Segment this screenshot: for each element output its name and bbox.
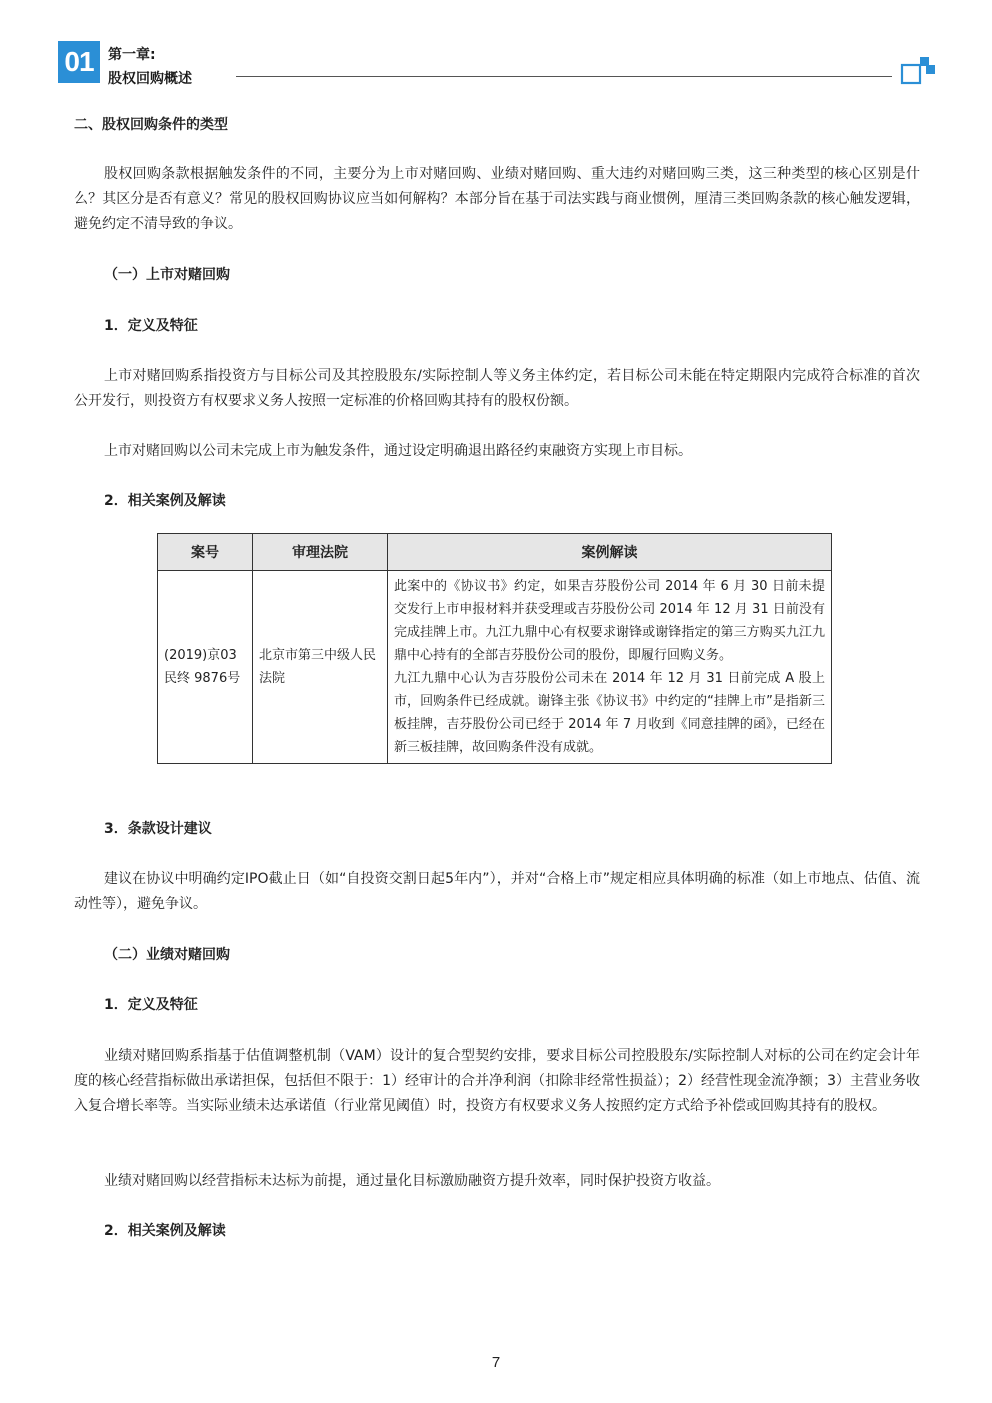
intro-paragraph: 股权回购条款根据触发条件的不同，主要分为上市对赌回购、业绩对赌回购、重大违约对赌回购三类，这三种类型的核心区别是什么？其区分是否有意义？常见的股权回购协议应当如何解构？本部分旨在基于司法实践与商业惯例，厘清三类回购条款的核心触发逻辑，避免约定不清导致的争议。 xyxy=(74,166,920,232)
header-case-number: 案号 xyxy=(158,534,253,571)
case-heading-2: 2．相关案例及解读 xyxy=(104,1223,226,1239)
page-number: 7 xyxy=(491,1354,501,1371)
analysis-cell xyxy=(388,571,832,764)
case-number-cell: (2019)京03民终 9876号 xyxy=(158,571,253,764)
table-row xyxy=(158,571,832,764)
header-rule xyxy=(236,76,892,77)
case-table xyxy=(157,533,832,764)
chapter-number-badge: 01 xyxy=(58,41,100,83)
subsection-heading-ipo: （一）上市对赌回购 xyxy=(104,267,230,283)
subsection-heading-performance: （二）业绩对赌回购 xyxy=(104,947,230,963)
definition-heading: 1．定义及特征 xyxy=(104,318,198,334)
chapter-title: 股权回购概述 xyxy=(108,71,192,87)
analysis-part-2: 九江九鼎中心认为吉芬股份公司未在 2014 年 12 月 31 日前完成 A 股上市，回购条件已经成就。谢锋主张《协议书》中约定的“挂牌上市”是指新三板挂牌，吉芬股份公司已经于 2014 年 7 月收到《同意挂牌的函》，已经在新三板挂牌，故回购条件没有成就。 xyxy=(394,671,825,755)
header-analysis: 案例解读 xyxy=(388,534,832,571)
definition-heading-2: 1．定义及特征 xyxy=(104,997,198,1013)
design-heading: 3．条款设计建议 xyxy=(104,821,212,837)
definition-paragraph-2: 业绩对赌回购系指基于估值调整机制（VAM）设计的复合型契约安排，要求目标公司控股股东/实际控制人对标的公司在约定会计年度的核心经营指标做出承诺担保，包括但不限于：1）经审计的合并净利润（扣除非经常性损益）；2）经营性现金流净额；3）主营业务收入复合增长率等。当实际业绩未达承诺值（行业常见阈值）时，投资方有权要求义务人按照约定方式给予补偿或回购其持有的股权。 xyxy=(74,1048,920,1114)
design-paragraph: 建议在协议中明确约定IPO截止日（如“自投资交割日起5年内”），并对“合格上市”规定相应具体明确的标准（如上市地点、估值、流动性等），避免争议。 xyxy=(74,871,920,912)
header-court: 审理法院 xyxy=(253,534,388,571)
definition-paragraph: 上市对赌回购系指投资方与目标公司及其控股股东/实际控制人等义务主体约定，若目标公司未能在特定期限内完成符合标准的首次公开发行，则投资方有权要求义务人按照一定标准的价格回购其持有的股权份额。 xyxy=(74,368,920,409)
analysis-part-1: 此案中的《协议书》约定，如果吉芬股份公司 2014 年 6 月 30 日前未提交发行上市申报材料并获受理或吉芬股份公司 2014 年 12 月 31 日前没有完成挂牌上市。九江九鼎中心有权要求谢锋或谢锋指定的第三方购买九江九鼎中心持有的全部吉芬股份公司的股份，即履行回购义务。 xyxy=(394,579,825,663)
trigger-paragraph-2: 业绩对赌回购以经营指标未达标为前提，通过量化目标激励融资方提升效率，同时保护投资方收益。 xyxy=(104,1173,720,1189)
case-heading: 2．相关案例及解读 xyxy=(104,493,226,509)
table-header-row xyxy=(158,534,832,571)
trigger-paragraph: 上市对赌回购以公司未完成上市为触发条件，通过设定明确退出路径约束融资方实现上市目标。 xyxy=(104,443,692,459)
chapter-label: 第一章: xyxy=(108,47,156,63)
court-cell: 北京市第三中级人民法院 xyxy=(253,571,388,764)
overlapping-squares-icon xyxy=(898,56,938,88)
section-heading: 二、股权回购条件的类型 xyxy=(74,117,228,133)
